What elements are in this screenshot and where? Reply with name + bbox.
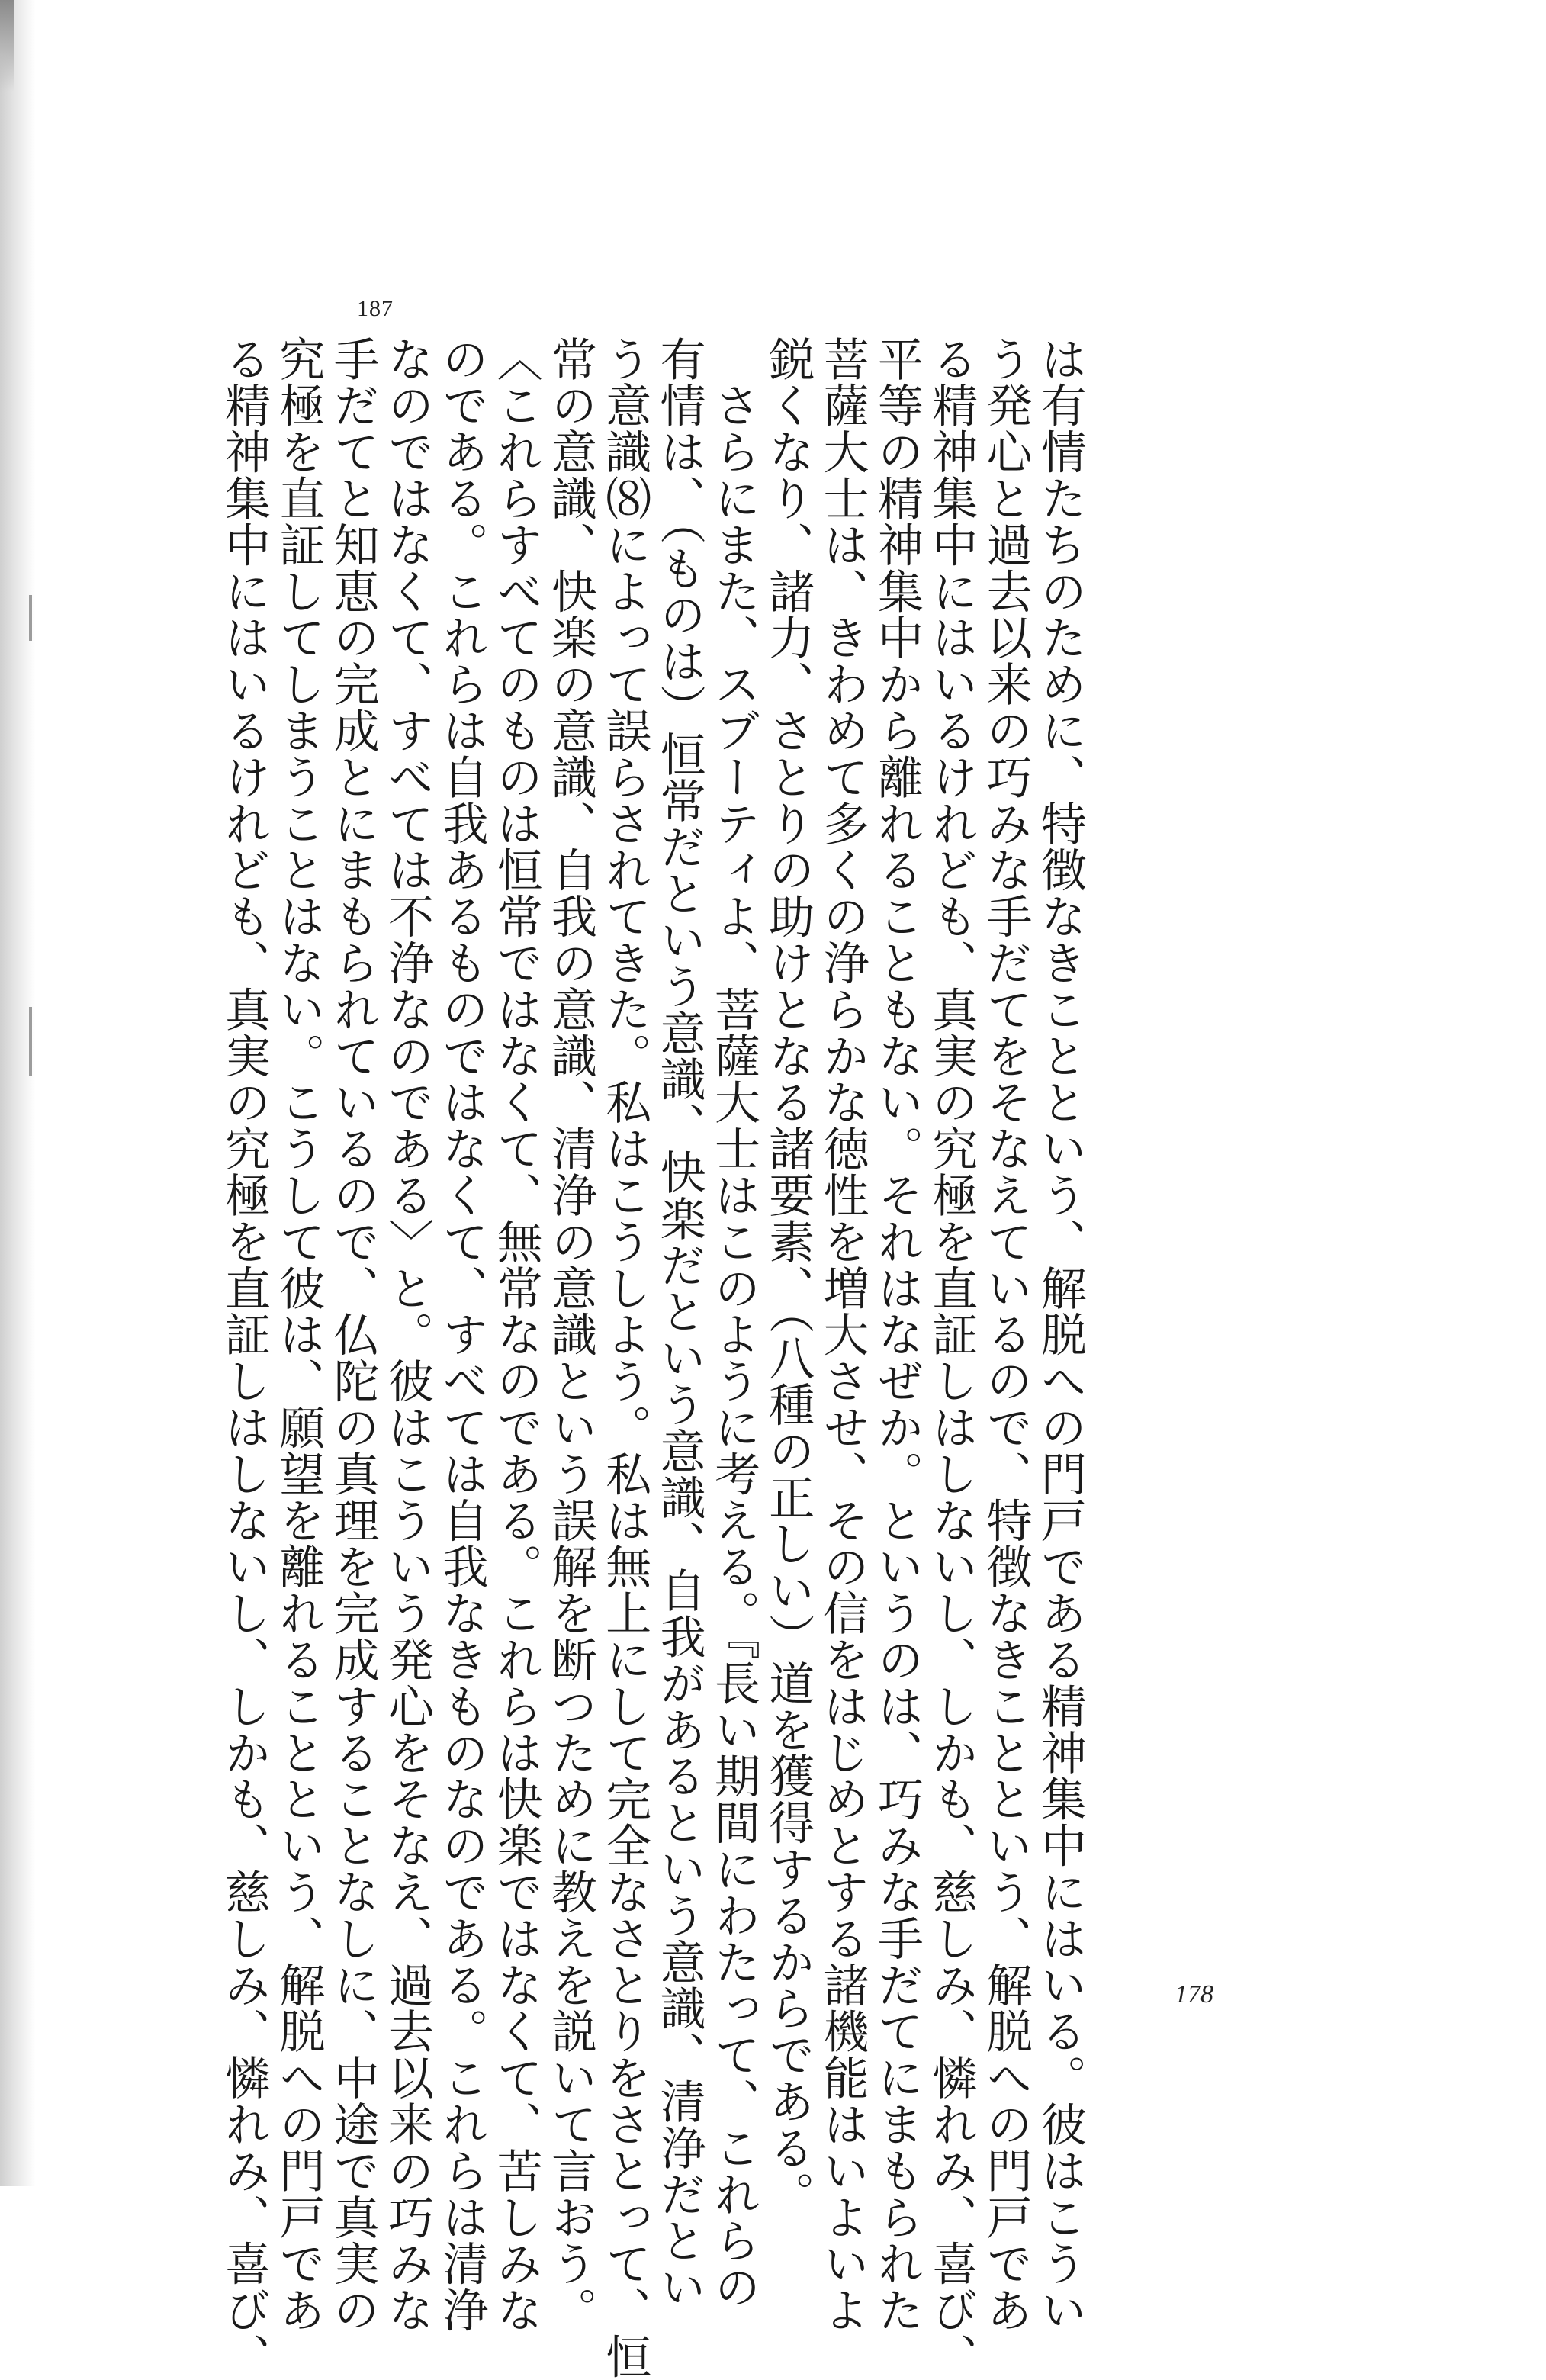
text-column: は有情たちのために、特徴なきことという、解脱への門戸である精神集中にはいる。彼はこうい [1033, 336, 1087, 2333]
text-column: る精神集中にはいるけれども、真実の究極を直証しはしないし、しかも、慈しみ、憐れみ、喜び、 [924, 336, 979, 2380]
text-column: 平等の精神集中から離れることもない。それはなぜか。というのは、巧みな手だてにまもられた [869, 336, 924, 2333]
text-column: なのではなくて、すべては不浄なのである〉と。彼はこういう発心をそなえ、過去以来の巧みな [380, 336, 434, 2333]
text-column: 手だてと知恵の完成とにまもられているので、仏陀の真理を完成することなしに、中途で真実の [326, 336, 380, 2333]
text-column: 常の意識、快楽の意識、自我の意識、清浄の意識という誤解を断つために教えを説いて言おう。 [543, 336, 597, 2333]
page-number: 178 [1175, 1980, 1213, 2009]
scan-edge-shadow [0, 0, 35, 2186]
scan-edge-tick [29, 595, 32, 641]
vertical-text-block [217, 336, 1087, 2380]
text-column: 究極を直証してしまうことはない。こうして彼は、願望を離れることという、解脱への門戸であ [272, 336, 326, 2333]
text-column: 有情は、（ものは）恒常だという意識、快楽だという意識、自我があるという意識、清浄だとい [652, 336, 706, 2311]
text-column: る精神集中にはいるけれども、真実の究極を直証しはしないし、しかも、慈しみ、憐れみ、喜び、 [217, 336, 271, 2380]
scan-edge-tick [29, 1007, 32, 1076]
text-column: う発心と過去以来の巧みな手だてをそなえているので、特徴なきことという、解脱への門戸であ [979, 336, 1033, 2333]
text-column: さらにまた、スブーティよ、菩薩大士はこのように考える。『長い期間にわたって、これらの [706, 336, 760, 2311]
running-page-number: 187 [357, 296, 394, 321]
text-column: う意識⑻によって誤らされてきた。私はこうしよう。私は無上にして完全なさとりをさとって、恒 [598, 336, 652, 2380]
scan-corner-mark [0, 0, 14, 92]
text-column: 菩薩大士は、きわめて多くの浄らかな徳性を増大させ、その信をはじめとする諸機能はいよいよ [815, 336, 869, 2333]
text-column: 〈これらすべてのものは恒常ではなくて、無常なのである。これらは快楽ではなくて、苦しみな [489, 336, 543, 2333]
text-column: のである。これらは自我あるものではなくて、すべては自我なきものなのである。これらは清浄 [435, 336, 489, 2333]
text-column: 鋭くなり、諸力、さとりの助けとなる諸要素、（八種の正しい）道を獲得するからである。 [761, 336, 815, 2218]
